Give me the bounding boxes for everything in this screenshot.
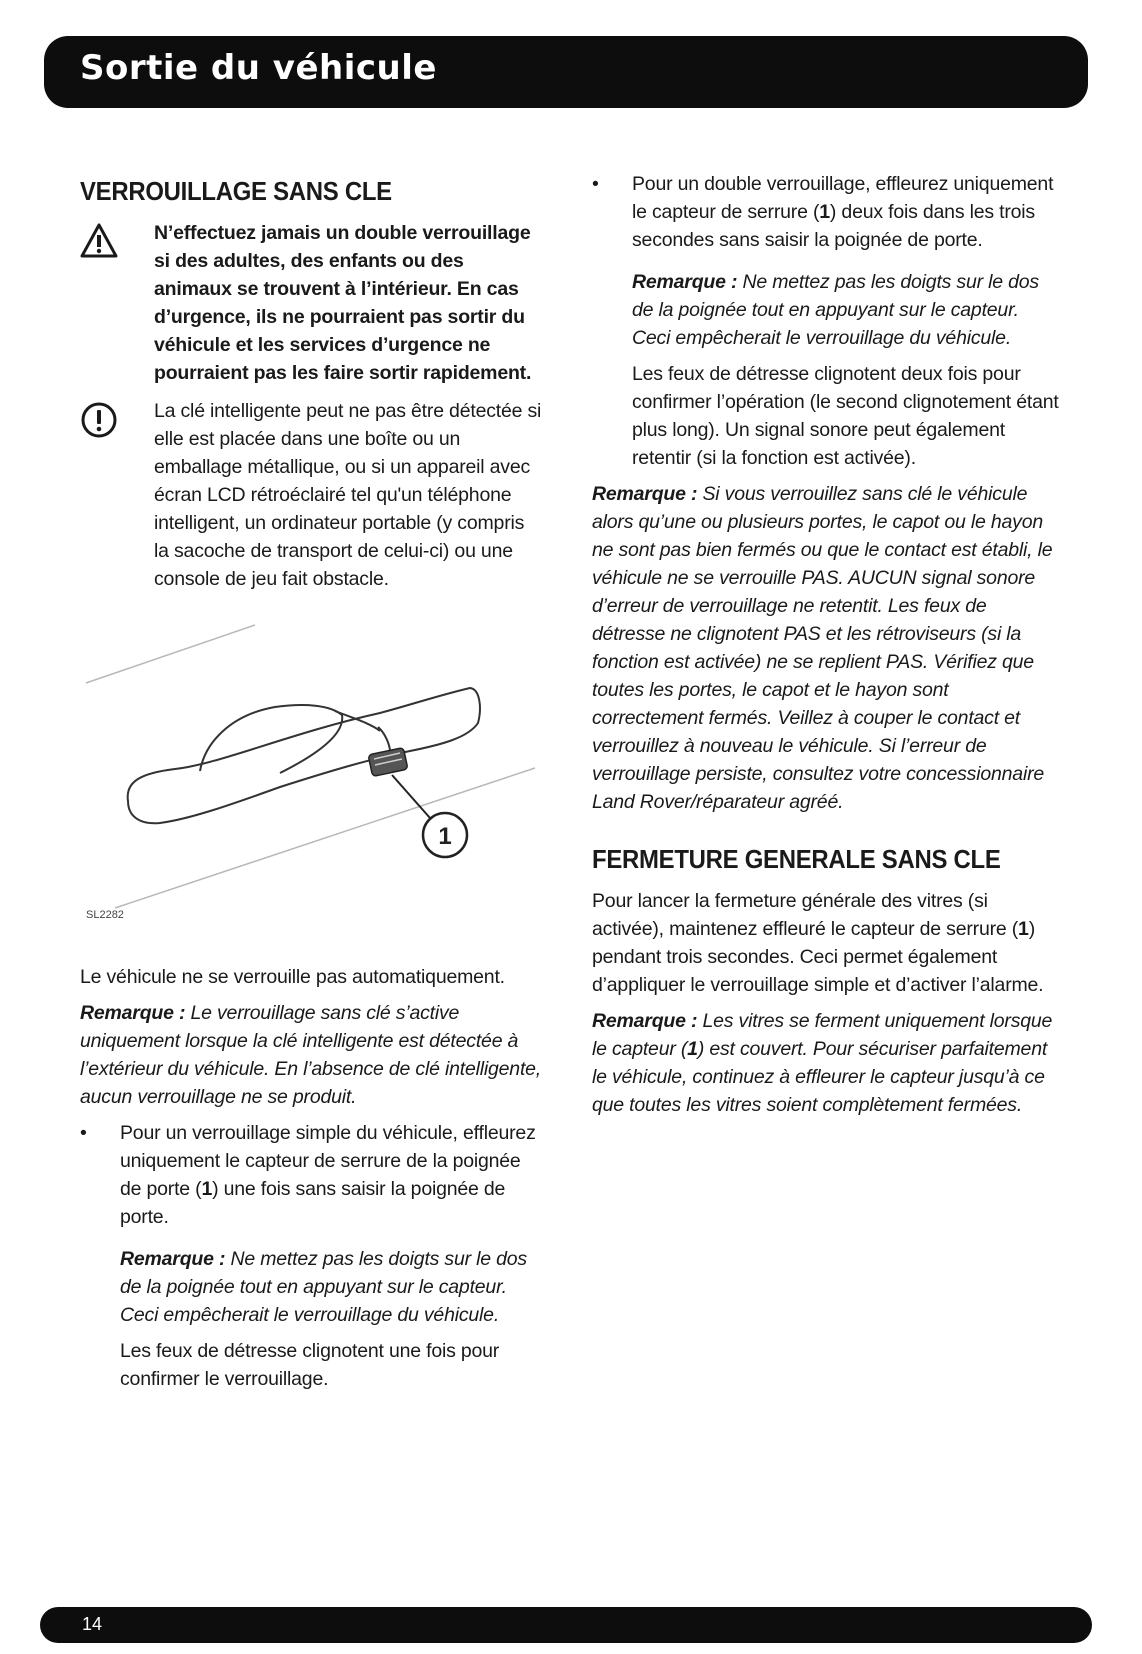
- warning-block: [80, 219, 542, 387]
- note-lock-failure: Remarque : Si vous verrouillez sans clé le véhicule alors qu’une ou plusieurs portes, le capot ou le hayon ne sont pas bien fermés ou que le contact est établi, le véhicule ne se verrouille PAS. AUCUN signal sonore d’erreur de verrouillage ne retentit. Les feux de détresse ne clignotent PAS et les rétroviseurs (si la fonction est activée) ne se replient PAS. Vérifiez que toutes les portes, le capot et le hayon sont correctement fermés. Veillez à couper le contact et verrouillez à nouveau le véhicule. Si l’erreur de verrouillage persiste, consultez votre concessionnaire Land Rover/réparateur agréé.: [592, 483, 1053, 813]
- para-hazard-twice: Les feux de détresse clignotent deux fois pour confirmer l’opération (le second clignotement étant plus long). Un signal sonore peut également retentir (si la fonction est activée).: [632, 363, 1059, 469]
- bullet-single-lock: • Pour un verrouillage simple du véhicule, effleurez uniquement le capteur de serrure de la poignée de porte (1) une fois sans saisir la poignée de porte.: [80, 1119, 542, 1239]
- page-footer-bar: [40, 1607, 1092, 1643]
- figure-ref-code: SL2282: [86, 909, 124, 921]
- page-number: 14: [82, 1614, 103, 1634]
- left-column: [80, 170, 542, 1401]
- note-label: Remarque :: [80, 1002, 186, 1024]
- note-fingers-2: Remarque : Ne mettez pas les doigts sur le dos de la poignée tout en appuyant sur le capteur. Ceci empêcherait le verrouillage du véhicule.: [632, 271, 1039, 349]
- note-keyless-activation: Remarque : Le verrouillage sans clé s’active uniquement lorsque la clé intelligente est détectée à l’extérieur du véhicule. En l’absence de clé intelligente, aucun verrouillage ne se produit.: [80, 1002, 542, 1108]
- caution-block: [80, 397, 542, 593]
- warning-triangle-icon: [80, 219, 154, 264]
- door-handle-illustration: [80, 623, 542, 923]
- bullet-dot: •: [592, 173, 599, 195]
- bullet-double-lock: • Pour un double verrouillage, effleurez uniquement le capteur de serrure (1) deux fois dans les trois secondes sans saisir la poignée de porte.: [592, 170, 1062, 262]
- caution-exclamation-icon: [80, 397, 154, 444]
- note-fingers-1: Remarque : Ne mettez pas les doigts sur le dos de la poignée tout en appuyant sur le capteur. Ceci empêcherait le verrouillage du véhicule.: [120, 1248, 527, 1326]
- para-global-close: Pour lancer la fermeture générale des vitres (si activée), maintenez effleuré le capteur de serrure (1) pendant trois secondes. Ceci permet également d’appliquer le verrouillage simple et d’activer l’alarme.: [592, 890, 1044, 996]
- para-no-auto-lock: Le véhicule ne se verrouille pas automatiquement.: [80, 966, 505, 988]
- page-title: Sortie du véhicule: [80, 48, 437, 88]
- caution-text: La clé intelligente peut ne pas être détectée si elle est placée dans une boîte ou un emballage métallique, ou si un appareil avec écran LCD rétroéclairé tel qu'un téléphone intelligent, un ordinateur portable (y compris la sacoche de transport de celui-ci) ou une console de jeu fait obstacle.: [154, 400, 542, 590]
- section-title-keyless-locking: VERROUILLAGE SANS CLE: [80, 176, 392, 206]
- right-column: [592, 170, 1062, 1127]
- page-header-bar: [44, 36, 1088, 108]
- door-handle-figure: [80, 623, 542, 923]
- bullet-dot: •: [80, 1122, 87, 1144]
- warning-text: N’effectuez jamais un double verrouillage si des adultes, des enfants ou des animaux se trouvent à l’intérieur. En cas d’urgence, ils ne pourraient pas sortir du véhicule et les services d’urgence ne pourraient pas les faire sortir rapidement.: [154, 222, 532, 384]
- figure-callout-1: 1: [438, 823, 452, 850]
- section-title-global-close: FERMETURE GENERALE SANS CLE: [592, 844, 1001, 874]
- note-windows-close: Remarque : Les vitres se ferment uniquement lorsque le capteur (1) est couvert. Pour sécuriser parfaitement le véhicule, continuez à effleurer le capteur jusqu’à ce que toutes les vitres soient complètement fermées.: [592, 1010, 1053, 1116]
- para-hazard-once: Les feux de détresse clignotent une fois pour confirmer le verrouillage.: [120, 1340, 500, 1390]
